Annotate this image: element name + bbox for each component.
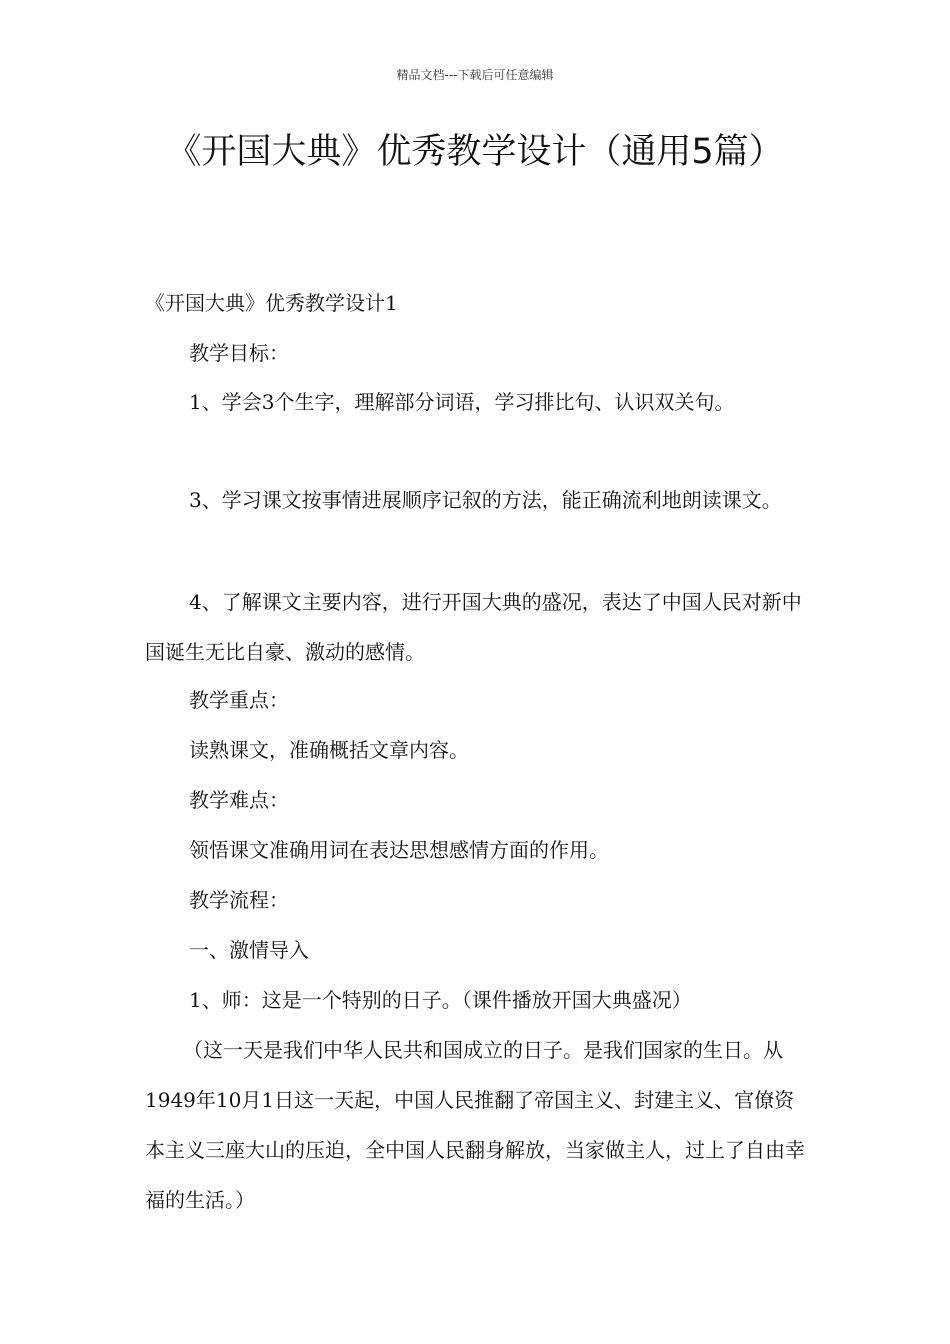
document-title: 《开国大典》优秀教学设计（通用5篇）	[166, 132, 784, 172]
paragraph-key-points: 读熟课文，准确概括文章内容。	[189, 738, 469, 762]
paragraph-step-heading: 一、激情导入	[189, 938, 309, 962]
section-heading: 《开国大典》优秀教学设计1	[145, 291, 398, 315]
paragraph-teacher-line: 1、师：这是一个特别的日子。（课件播放开国大典盛况）	[189, 988, 692, 1012]
paragraph-difficulty-label: 教学难点：	[189, 788, 289, 812]
paragraph-key-points-label: 教学重点：	[189, 688, 289, 712]
paragraph-process-label: 教学流程：	[189, 888, 289, 912]
paragraph-explanation: （这一天是我们中华人民共和国成立的日子。是我们国家的生日。从1949年10月1日这一天起，中国人民推翻了帝国主义、封建主义、官僚资本主义三座大山的压迫，全中国人民翻身解放，当家做主人，过上了自由幸福的生活。）	[145, 1038, 805, 1212]
paragraph-objective-4: 4、了解课文主要内容，进行开国大典的盛况，表达了中国人民对新中国诞生无比自豪、激动的感情。	[145, 590, 802, 664]
page-header-note: 精品文档---下载后可任意编辑	[396, 68, 554, 82]
paragraph-objectives-label: 教学目标：	[189, 341, 289, 365]
paragraph-objective-3: 3、学习课文按事情进展顺序记叙的方法，能正确流利地朗读课文。	[189, 488, 782, 512]
paragraph-difficulty: 领悟课文准确用词在表达思想感情方面的作用。	[189, 838, 609, 862]
paragraph-objective-1: 1、学会3个生字，理解部分词语，学习排比句、认识双关句。	[189, 390, 735, 414]
